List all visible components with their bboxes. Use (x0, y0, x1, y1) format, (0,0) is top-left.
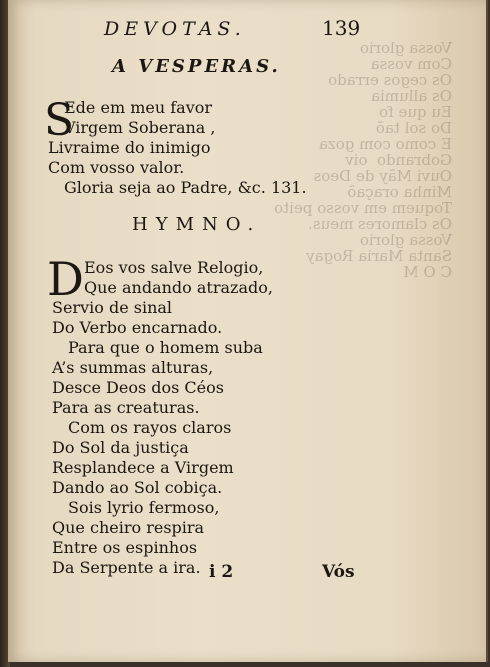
verse-line: Gloria seja ao Padre, &c. 131. (64, 178, 307, 197)
verse-line: Com vosso valor. (48, 158, 185, 177)
verse-line: Servio de sinal (52, 298, 173, 317)
hymn-title: HYMNO. (132, 214, 262, 235)
verse-line: Virgem Soberana , (64, 118, 216, 137)
page-number: 139 (322, 16, 361, 40)
verse-line: Para as creaturas. (52, 398, 200, 417)
running-title: DEVOTAS. (104, 18, 246, 40)
verse-line: A’s summas alturas, (52, 358, 214, 377)
bleed-through-text: Vossa glorio Com vossa Os cegos errado Os allumia Eu que fo Do sol taõ E como com goza Gobrando oiv Ouvi Mãy de Deos Minha oraçaõ Toquem em vosso peito Os clamores meus. Vossa glorio Santa Maria Rogay C O M (274, 39, 452, 281)
dropcap-s: S (44, 95, 75, 146)
signature-mark: i 2 (209, 562, 234, 582)
section-title: A VESPERAS. (112, 56, 281, 77)
verse-line: Para que o homem suba (68, 338, 263, 357)
verse-line: Com os rayos claros (68, 418, 232, 437)
dropcap-d: D (47, 252, 84, 306)
verse-line: Que cheiro respira (52, 518, 205, 537)
verse-line: Eos vos salve Relogio, (84, 258, 264, 277)
verse-line: Resplandece a Virgem (52, 458, 234, 477)
verse-line: Da Serpente a ira. (52, 558, 201, 577)
verse-line: Do Sol da justiça (52, 438, 189, 457)
verse-line: Entre os espinhos (52, 538, 198, 557)
verse-line: Que andando atrazado, (84, 278, 273, 297)
verse-line: Dando ao Sol cobiça. (52, 478, 223, 497)
catchword: Vós (322, 562, 355, 582)
verse-line: Sois lyrio fermoso, (68, 498, 220, 517)
verse-line: Livraime do inimigo (48, 138, 211, 157)
verse-line: Desce Deos dos Céos (52, 378, 224, 397)
verse-line: Do Verbo encarnado. (52, 318, 223, 337)
verse-line: Ede em meu favor (64, 98, 213, 117)
